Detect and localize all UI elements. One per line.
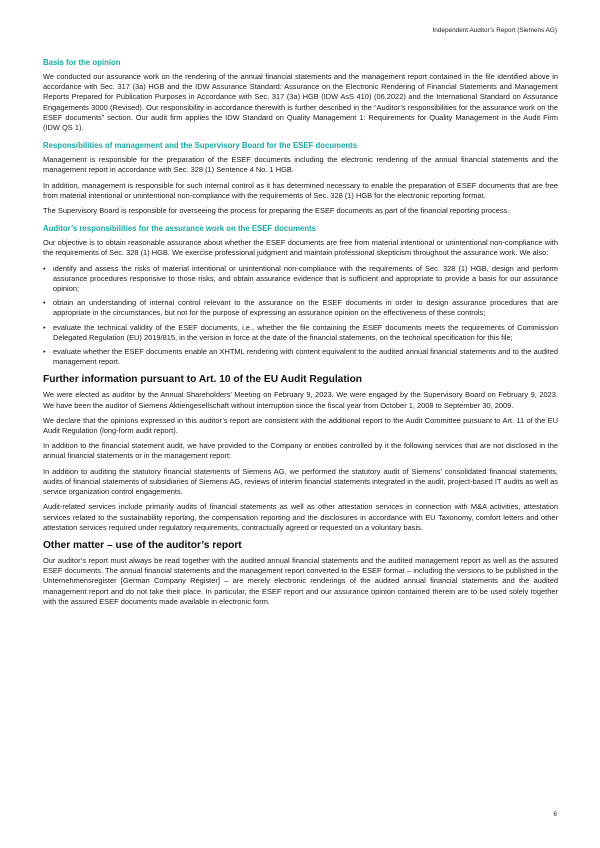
report-header: Independent Auditor’s Report (Siemens AG) [432,27,557,34]
heading-basis-for-opinion: Basis for the opinion [43,58,121,67]
paragraph-further-4: In addition to auditing the statutory financial statements of Siemens AG, we performed the statutory audit of Siemens’ consolidated financial statements, audits of financial statements of subsidiaries of Siemens AG, reviews of interim financial statements integrated in the audit, project-based IT audits as well as service organization control engagements. [43,466,558,497]
bullet-icon: • [43,347,46,357]
list-item-text: evaluate whether the ESEF documents enable an XHTML rendering with content equivalent to the audited annual financial statements and to the audited management report. [53,347,558,367]
list-item-text: obtain an understanding of internal control relevant to the assurance on the ESEF documents in order to design assurance procedures that are appropriate in the circumstances, but not for the purpose of expressing an assurance opinion on the effectiveness of these controls; [53,298,558,318]
paragraph-further-1: We were elected as auditor by the Annual Shareholders’ Meeting on February 9, 2023. We were engaged by the Supervisory Board on February 9, 2023. We have been the auditor of Siemens Aktiengesellschaft without interruption since the fiscal year from October 1, 2008 to September 30, 2009. [43,390,558,410]
bullet-icon: • [43,298,46,308]
paragraph-further-2: We declare that the opinions expressed in this auditor’s report are consistent with the additional report to the Audit Committee pursuant to Art. 11 of the EU Audit Regulation (long-form audit report). [43,415,558,436]
paragraph-responsibilities-3: The Supervisory Board is responsible for overseeing the process for preparing the ESEF documents as part of the financial reporting process. [43,206,510,216]
heading-responsibilities-management: Responsibilities of management and the Supervisory Board for the ESEF documents [43,141,358,151]
list-item-text: identify and assess the risks of material intentional or unintentional non-compliance with the requirements of Sec. 328 (1) HGB, design and perform assurance procedures responsive to those risks, and obtain assurance evidence that is sufficient and appropriate to provide a basis for our assurance opinion; [53,263,558,294]
page-number: 6 [553,811,557,818]
auditor-bullet-list [43,264,558,368]
bullet-icon: • [43,263,46,273]
paragraph-further-5: Audit-related services include primarily audits of financial statements as well as other attestation services in connection with M&A activities, attestation services related to the sustainability reporting, the compensation reporting and the disclosures in accordance with EU Taxonomy, comfort letters and other attestation services required under regulatory requirements, contractually agreed or requested on a voluntary basis. [43,502,558,532]
heading-auditor-responsibilities: Auditor’s responsibilities for the assurance work on the ESEF documents [43,224,316,234]
list-item [43,298,558,318]
paragraph-responsibilities-2: In addition, management is responsible for such internal control as it has determined necessary to enable the preparation of ESEF documents that are free from material intentional or unintentional non-compliance with the requirements of Sec. 328 (1) HGB for the electronic reporting format. [43,180,558,200]
paragraph-other-matter: Our auditor’s report must always be read together with the audited annual financial statements and the audited management report as well as the assured ESEF documents. The annual financial statements and the management report converted to the ESEF format – including the versions to be published in the Unternehmensregister [German Company Register] – are merely electronic renderings of the audited annual financial statements and the audited management report and do not take their place. In particular, the ESEF report and our assurance opinion contained therein are to be used solely together with the assured ESEF documents made available in electronic form. [43,555,558,606]
list-item-text: evaluate the technical validity of the ESEF documents, i.e., whether the file containing the ESEF documents meets the requirements of Commission Delegated Regulation (EU) 2019/815, in the version in force at the date of the financial statements, on the technical specification for this file; [53,322,558,342]
document-body [43,58,558,612]
paragraph-further-3: In addition to the financial statement audit, we have provided to the Company or entities controlled by it the following services that are not disclosed in the annual financial statements or in the management report: [43,441,558,461]
list-item [43,264,558,295]
paragraph-basis: We conducted our assurance work on the rendering of the annual financial statements and the management report contained in the file identified above in accordance with Sec. 317 (3a) HGB and the IDW Assurance Standard: Assurance on the Electronic Rendering of Financial Statements and Management Reports Prepared for Publication Purposes in Accordance with Sec. 317 (3a) HGB (IDW AsS 410) (06.2022) and the International Standard on Assurance Engagements 3000 (Revised). Our responsibility in accordance therewith is further described in the “Auditor’s responsibilities for the assurance work on the ESEF documents” section. Our audit firm applies the IDW Standard on Quality Management 1: Requirements for Quality Management in the Audit Firm (IDW QS 1). [43,72,558,133]
paragraph-responsibilities-1: Management is responsible for the preparation of the ESEF documents including the electronic rendering of the annual financial statements and the management report in accordance with Sec. 328 (1) Sentence 4 No. 1 HGB. [43,155,558,175]
heading-other-matter: Other matter – use of the auditor’s report [43,539,242,551]
list-item [43,323,558,343]
list-item [43,347,558,367]
bullet-icon: • [43,322,46,332]
heading-further-information: Further information pursuant to Art. 10 of the EU Audit Regulation [43,374,363,386]
paragraph-auditor-objective: Our objective is to obtain reasonable assurance about whether the ESEF documents are free from material intentional or unintentional non-compliance with the requirements of Sec. 328 (1) HGB. We exercise professional judgment and maintain professional skepticism throughout the assurance work. We also: [43,238,558,258]
